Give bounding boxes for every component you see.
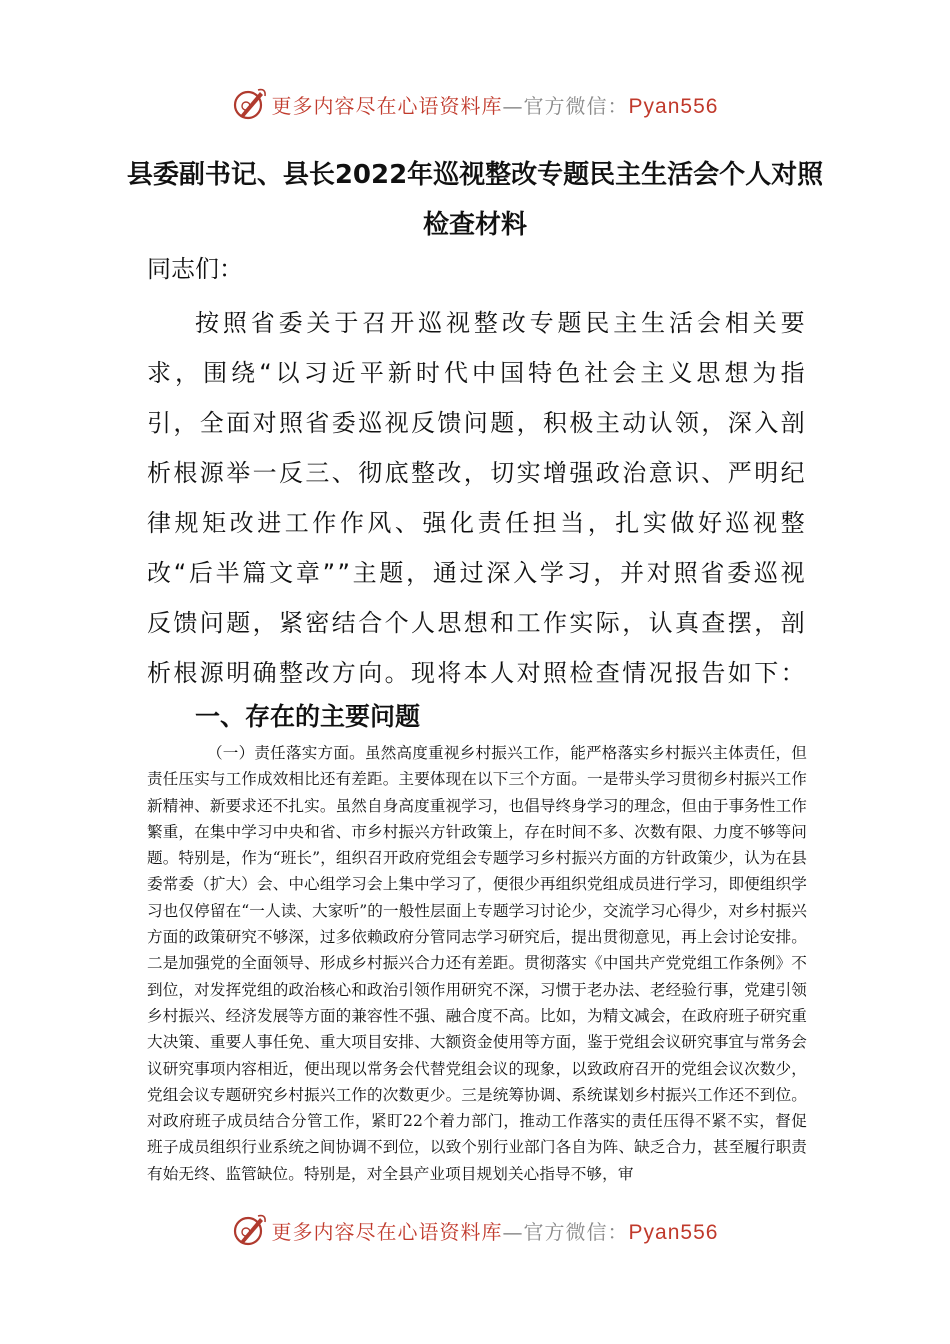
watermark-label: 官方微信： <box>523 1219 629 1244</box>
watermark-text <box>272 90 719 119</box>
greeting: 同志们： <box>147 255 243 283</box>
watermark-label: 官方微信： <box>523 93 629 118</box>
watermark-banner-bottom <box>0 1210 950 1250</box>
watermark-id: Pyan556 <box>628 94 719 118</box>
watermark-main: 更多内容尽在心语资料库 <box>271 93 503 118</box>
body-paragraph: （一）责任落实方面。虽然高度重视乡村振兴工作，能严格落实乡村振兴主体责任，但责任压实与工作成效相比还有差距。主要体现在以下三个方面。一是带头学习贯彻乡村振兴工作新精神、新要求还不扎实。虽然自身高度重视学习，也倡导终身学习的理念，但由于事务性工作繁重，在集中学习中央和省、市乡村振兴方针政策上，存在时间不多、次数有限、力度不够等问题。特别是，作为“班长”，组织召开政府党组会专题学习乡村振兴方面的方针政策少，认为在县委常委（扩大）会、中心组学习会上集中学习了，便很少再组织党组成员进行学习，即便组织学习也仅停留在“一人读、大家听”的一般性层面上专题学习讨论少，交流学习心得少，对乡村振兴方面的政策研究不够深，过多依赖政府分管同志学习研究后，提出贯彻意见，再上会讨论安排。二是加强党的全面领导、形成乡村振兴合力还有差距。贯彻落实《中国共产党党组工作条例》不到位，对发挥党组的政治核心和政治引领作用研究不深，习惯于老办法、老经验行事，党建引领乡村振兴、经济发展等方面的兼容性不强、融合度不高。比如，为精文减会，在政府班子研究重大决策、重要人事任免、重大项目安排、大额资金使用等方面，鉴于党组会议研究事宜与常务会议研究事项内容相近，便出现以常务会代替党组会议的现象，以致政府召开的党组会议次数少，党组会议专题研究乡村振兴工作的次数更少。三是统筹协调、系统谋划乡村振兴工作还不到位。对政府班子成员结合分管工作，紧盯22个着力部门，推动工作落实的责任压得不紧不实，督促班子成员组织行业系统之间协调不到位，以致个别行业部门各自为阵、缺乏合力，甚至履行职责有始无终、监管缺位。特别是，对全县产业项目规划关心指导不够，审 <box>147 744 807 1183</box>
watermark-main: 更多内容尽在心语资料库 <box>271 1219 503 1244</box>
watermark-text <box>272 1216 719 1245</box>
watermark-banner-top <box>0 84 950 124</box>
watermark-sep: — <box>502 93 524 118</box>
quill-logo-icon <box>232 86 268 122</box>
watermark-sep: — <box>502 1219 524 1244</box>
document-title: 县委副书记、县长2022年巡视整改专题民主生活会个人对照检查材料 <box>126 160 824 240</box>
watermark-id: Pyan556 <box>628 1220 719 1244</box>
quill-logo-icon <box>232 1212 268 1248</box>
lead-paragraph: 按照省委关于召开巡视整改专题民主生活会相关要求，围绕“以习近平新时代中国特色社会主义思想为指引，全面对照省委巡视反馈问题，积极主动认领，深入剖析根源举一反三、彻底整改，切实增强政治意识、严明纪律规矩改进工作作风、强化责任担当，扎实做好巡视整改“后半篇文章””主题，通过深入学习，并对照省委巡视反馈问题，紧密结合个人思想和工作实际，认真查摆，剖析根源明确整改方向。现将本人对照检查情况报告如下： <box>147 309 807 687</box>
section-heading: 一、存在的主要问题 <box>195 702 421 731</box>
